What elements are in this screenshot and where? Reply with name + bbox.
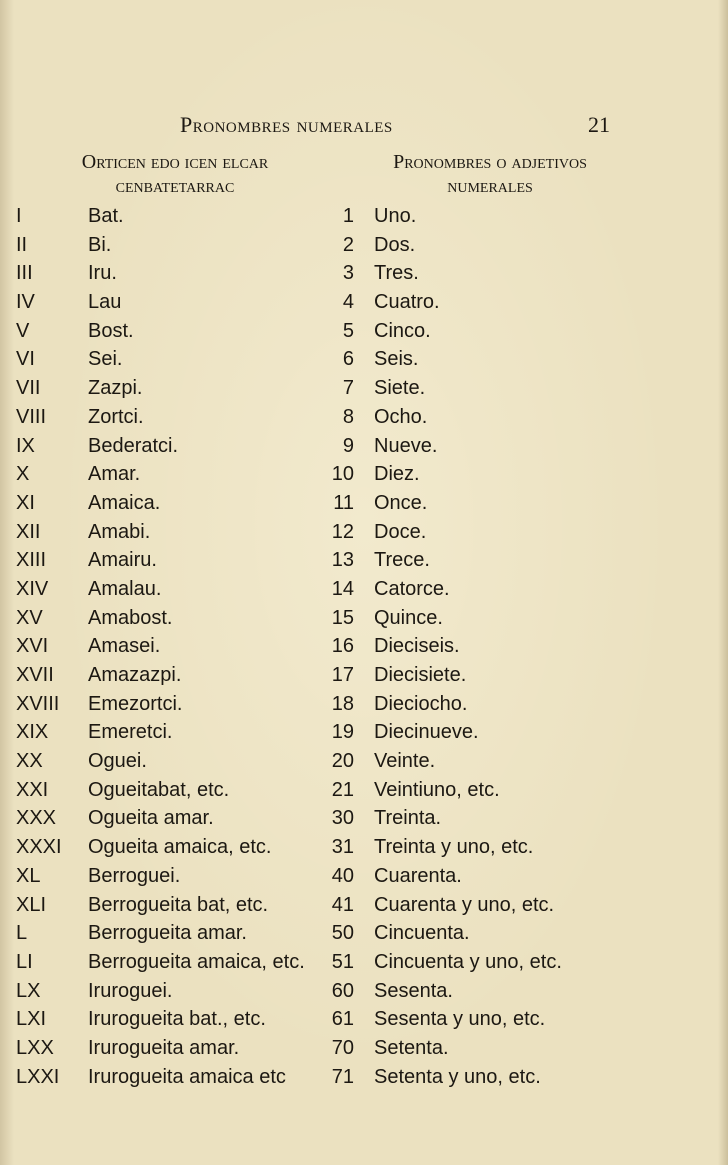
basque-word: Ogueita amar. xyxy=(88,807,214,830)
spanish-word: Sesenta y uno, etc. xyxy=(374,1008,546,1031)
arabic-number: 17 xyxy=(331,664,354,686)
basque-word: Berrogueita bat, etc. xyxy=(88,893,269,916)
roman-numeral: LXI xyxy=(16,1008,47,1031)
table-row xyxy=(0,635,728,664)
roman-numeral: LI xyxy=(16,950,33,973)
table-row xyxy=(0,607,728,636)
roman-numeral: XII xyxy=(16,520,41,543)
basque-word: Emeretci. xyxy=(88,721,173,744)
arabic-number: 12 xyxy=(331,520,354,543)
table-row xyxy=(0,980,728,1009)
table-row xyxy=(0,320,728,349)
table-row xyxy=(0,262,728,291)
arabic-number: 1 xyxy=(342,205,354,227)
page-title: Pronombres numerales xyxy=(180,112,393,137)
spanish-word: Setenta. xyxy=(374,1036,449,1059)
roman-numeral: L xyxy=(16,922,28,945)
roman-numeral: XI xyxy=(16,491,35,514)
roman-numeral: VIII xyxy=(16,405,47,428)
basque-word: Amabi. xyxy=(88,520,151,543)
basque-word: Amaica. xyxy=(88,491,161,514)
roman-numeral: XXI xyxy=(16,778,49,801)
spanish-word: Seis. xyxy=(374,348,419,371)
arabic-number: 3 xyxy=(342,262,354,285)
basque-word: Irurogueita bat., etc. xyxy=(88,1008,266,1031)
arabic-number: 2 xyxy=(342,233,354,256)
page-number: 21 xyxy=(588,112,610,137)
arabic-number: 30 xyxy=(331,807,354,830)
basque-word: Zazpi. xyxy=(88,377,143,400)
roman-numeral: III xyxy=(16,262,33,285)
spanish-heading-line1: Pronombres o adjetivos xyxy=(393,151,587,173)
roman-numeral: XL xyxy=(16,864,41,887)
table-row xyxy=(0,894,728,923)
spanish-word: Treinta y uno, etc. xyxy=(374,836,534,859)
spanish-word: Diecisiete. xyxy=(374,664,467,686)
table-row xyxy=(0,291,728,320)
roman-numeral: XVIII xyxy=(16,692,60,715)
basque-word: Amairu. xyxy=(88,549,157,572)
spanish-word: Dieciocho. xyxy=(374,692,468,715)
spanish-column-heading xyxy=(340,150,640,198)
basque-column-heading xyxy=(30,150,320,198)
basque-word: Sei. xyxy=(88,348,123,371)
spanish-word: Cinco. xyxy=(374,319,431,342)
arabic-number: 8 xyxy=(342,405,354,428)
basque-word: Bat. xyxy=(88,205,124,227)
table-row xyxy=(0,521,728,550)
arabic-number: 18 xyxy=(331,692,354,715)
roman-numeral: VI xyxy=(16,348,35,371)
spanish-word: Setenta y uno, etc. xyxy=(374,1065,541,1088)
roman-numeral: XIII xyxy=(16,549,47,572)
table-row xyxy=(0,234,728,263)
arabic-number: 60 xyxy=(331,979,354,1002)
arabic-number: 20 xyxy=(331,750,354,773)
table-row xyxy=(0,406,728,435)
roman-numeral: X xyxy=(16,463,30,486)
spanish-word: Diez. xyxy=(374,463,420,486)
roman-numeral: XXX xyxy=(16,807,57,830)
arabic-number: 50 xyxy=(331,922,354,945)
spanish-word: Tres. xyxy=(374,262,419,285)
arabic-number: 9 xyxy=(342,434,354,457)
roman-numeral: XVII xyxy=(16,664,54,686)
basque-heading-line1: Orticen edo icen elcar xyxy=(81,151,269,173)
basque-word: Ogueitabat, etc. xyxy=(88,778,230,801)
spanish-word: Cuatro. xyxy=(374,291,440,314)
basque-word: Amalau. xyxy=(88,577,162,600)
roman-numeral: XLI xyxy=(16,893,47,916)
table-row xyxy=(0,435,728,464)
table-row xyxy=(0,1037,728,1066)
table-row xyxy=(0,549,728,578)
arabic-number: 41 xyxy=(331,893,354,916)
roman-numeral: VII xyxy=(16,377,41,400)
arabic-number: 5 xyxy=(342,319,354,342)
roman-numeral: V xyxy=(16,319,30,342)
running-header xyxy=(180,112,610,146)
table-row xyxy=(0,377,728,406)
arabic-number: 70 xyxy=(331,1036,354,1059)
spanish-word: Sesenta. xyxy=(374,979,453,1002)
spanish-word: Cincuenta. xyxy=(374,922,470,945)
basque-word: Amabost. xyxy=(88,606,173,629)
arabic-number: 21 xyxy=(331,778,354,801)
table-row xyxy=(0,693,728,722)
arabic-number: 14 xyxy=(331,577,354,600)
basque-word: Bederatci. xyxy=(88,434,179,457)
basque-word: Amasei. xyxy=(88,635,161,658)
arabic-number: 13 xyxy=(331,549,354,572)
spanish-word: Veinte. xyxy=(374,750,436,773)
table-row xyxy=(0,348,728,377)
basque-word: Amazazpi. xyxy=(88,664,182,686)
roman-numeral: XXXI xyxy=(16,836,62,859)
table-row xyxy=(0,205,728,234)
basque-word: Lau xyxy=(88,291,122,314)
table-row xyxy=(0,492,728,521)
table-row xyxy=(0,750,728,779)
spanish-word: Cuarenta. xyxy=(374,864,462,887)
spanish-word: Catorce. xyxy=(374,577,450,600)
arabic-number: 11 xyxy=(333,491,354,514)
table-row xyxy=(0,807,728,836)
roman-numeral: LXXI xyxy=(16,1065,60,1088)
arabic-number: 15 xyxy=(331,606,354,629)
roman-numeral: XVI xyxy=(16,635,49,658)
spanish-word: Diecinueve. xyxy=(374,721,479,744)
spanish-word: Ocho. xyxy=(374,405,428,428)
arabic-number: 19 xyxy=(331,721,354,744)
table-row xyxy=(0,836,728,865)
table-row xyxy=(0,463,728,492)
arabic-number: 31 xyxy=(331,836,354,859)
spanish-word: Nueve. xyxy=(374,434,438,457)
spanish-word: Once. xyxy=(374,491,428,514)
spanish-word: Treinta. xyxy=(374,807,442,830)
roman-numeral: IX xyxy=(16,434,35,457)
basque-word: Iruroguei. xyxy=(88,979,173,1002)
spanish-word: Cuarenta y uno, etc. xyxy=(374,893,555,916)
basque-word: Ogueita amaica, etc. xyxy=(88,836,272,859)
spanish-heading-line2: numerales xyxy=(447,175,533,197)
arabic-number: 10 xyxy=(331,463,354,486)
table-row xyxy=(0,779,728,808)
roman-numeral: XX xyxy=(16,750,43,773)
table-row xyxy=(0,721,728,750)
table-row xyxy=(0,1008,728,1037)
arabic-number: 71 xyxy=(331,1065,354,1088)
basque-word: Berrogueita amar. xyxy=(88,922,247,945)
basque-word: Emezortci. xyxy=(88,692,183,715)
arabic-number: 6 xyxy=(342,348,354,371)
spanish-word: Doce. xyxy=(374,520,427,543)
basque-word: Irurogueita amar. xyxy=(88,1036,240,1059)
table-row xyxy=(0,1066,728,1095)
roman-numeral: XIV xyxy=(16,577,49,600)
basque-heading-line2: cenbatetarrac xyxy=(115,175,235,197)
basque-word: Zortci. xyxy=(88,405,144,428)
roman-numeral: XIX xyxy=(16,721,49,744)
table-row xyxy=(0,922,728,951)
spanish-word: Dos. xyxy=(374,233,416,256)
basque-word: Irurogueita amaica etc xyxy=(88,1065,286,1088)
basque-word: Berrogueita amaica, etc. xyxy=(88,950,305,973)
table-row xyxy=(0,865,728,894)
roman-numeral: I xyxy=(16,205,22,227)
basque-word: Iru. xyxy=(88,262,117,285)
arabic-number: 61 xyxy=(331,1008,354,1031)
arabic-number: 16 xyxy=(331,635,354,658)
basque-word: Bost. xyxy=(88,319,134,342)
roman-numeral: XV xyxy=(16,606,43,629)
basque-word: Berroguei. xyxy=(88,864,181,887)
basque-word: Amar. xyxy=(88,463,141,486)
spanish-word: Uno. xyxy=(374,205,417,227)
table-row xyxy=(0,664,728,693)
roman-numeral: II xyxy=(16,233,28,256)
numeral-table xyxy=(0,205,728,1094)
spanish-word: Quince. xyxy=(374,606,443,629)
spanish-word: Trece. xyxy=(374,549,430,572)
basque-word: Oguei. xyxy=(88,750,147,773)
arabic-number: 4 xyxy=(342,291,354,314)
basque-word: Bi. xyxy=(88,233,112,256)
arabic-number: 7 xyxy=(342,377,354,400)
table-row xyxy=(0,951,728,980)
roman-numeral: LX xyxy=(16,979,41,1002)
roman-numeral: LXX xyxy=(16,1036,54,1059)
spanish-word: Cincuenta y uno, etc. xyxy=(374,950,562,973)
arabic-number: 40 xyxy=(331,864,354,887)
spanish-word: Dieciseis. xyxy=(374,635,460,658)
arabic-number: 51 xyxy=(331,950,354,973)
table-row xyxy=(0,578,728,607)
spanish-word: Veintiuno, etc. xyxy=(374,778,500,801)
spanish-word: Siete. xyxy=(374,377,426,400)
roman-numeral: IV xyxy=(16,291,35,314)
